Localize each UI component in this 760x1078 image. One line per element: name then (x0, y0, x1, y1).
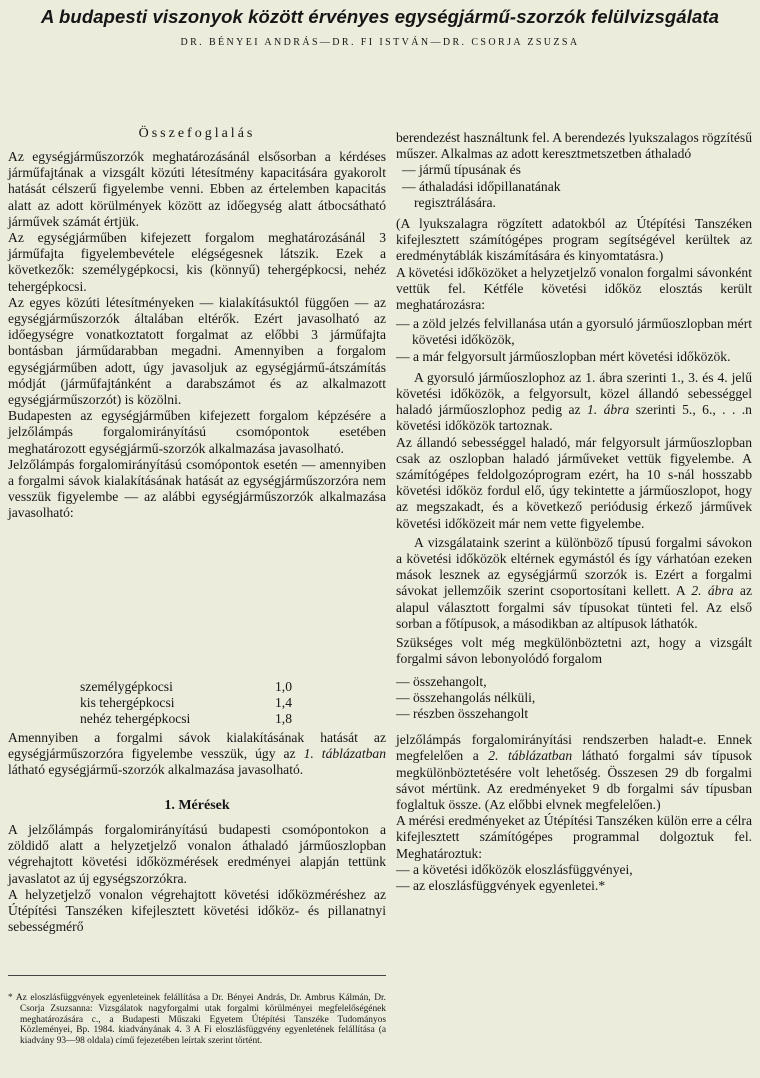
list-item: — az eloszlásfüggvények egyenletei.* (396, 877, 606, 893)
measurement-paragraph-2: A helyzetjelző vonalon végrehajtott követési időközméréshez az Útépítési Tanszéken kifejlesztett követési időköz- és pillanatnyi sebességmérő (8, 886, 386, 935)
coefficient-value: 1,4 (275, 695, 292, 711)
list-item: — jármű típusának és (402, 162, 521, 178)
interval-list (396, 316, 752, 365)
coefficient-name: kis tehergépkocsi (80, 695, 175, 711)
summary-paragraph-4: Budapesten az egységjárműben kifejezett forgalom képzésére a jelzőlámpás forgalomirányítású csomópontok esetében meghatározott egységjármű-szorzók alkalmazása javasolható. (8, 408, 386, 456)
coefficient-value: 1,8 (275, 711, 292, 727)
list-item: — összehangolás nélküli, (396, 689, 536, 705)
coefficient-value: 1,0 (275, 679, 292, 694)
result-list (396, 862, 752, 894)
measurement-paragraph-1: A jelzőlámpás forgalomirányítású budapesti csomópontokon a zöldidő alatt a helyzetjelző vonalon áthaladó járműoszlopban végrehajtott követési időközmérések eredményei alapján tettünk javaslatot az új egységszorzókra. (8, 822, 386, 886)
coefficient-name: nehéz tehergépkocsi (80, 711, 191, 727)
summary-paragraph-6: Amennyiben a forgalmi sávok kialakításának hatását az egységjárműszorzóra figyelembe vesszük, úgy az 1. táblázatban látható egységjármű-szorzók alkalmazása javasolható. (8, 730, 386, 778)
list-item: — áthaladási időpillanatának (402, 178, 561, 194)
coefficient-row (80, 679, 292, 695)
right-paragraph-6: A vizsgálataink szerint a különböző típusú forgalmi sávokon a követési időközök eltérnek egymástól és így várhatóan ezeken mások lesznek az egységjármű szorzók is. Ezért a forgalmi sávokat jellemzőik szerint csoportosítani kellett. A 2. ábra az alapul választott forgalmi sáv típusokat tünteti fel. Az első sorban a főtípusok, a másodikban az altípusok láthatók. (396, 534, 752, 631)
summary-heading: Összefoglalás (138, 126, 256, 141)
coefficient-row (80, 695, 292, 711)
figure-reference: 2. ábra (691, 583, 734, 599)
section-heading-1: 1. Mérések (164, 798, 230, 813)
list-item: — részben összehangolt (396, 705, 529, 721)
list-item: regisztrálására. (414, 194, 496, 210)
right-column (396, 130, 752, 894)
footnote-text: * Az eloszlásfüggvények egyenleteinek felállítása a Dr. Bényei András, Dr. Ambrus Kálmán, Dr. Csorja Zsuzsanna: Vizsgálatok nagyforgalmi utak forgalmi körülményei megfelelőségének meghatározására c., a Budapesti Műszaki Egyetem Útépítési Tanszéke Tudományos Közleményei, Bp. 1984. kiadványának 4. 3 A Fi eloszlásfüggvény egyenletének felállítása (a kiadvány 93—98 oldala) című fejezetében leírtak szerint történt. (8, 993, 386, 1047)
coefficient-table (80, 679, 292, 728)
footnote-rule (8, 975, 386, 976)
coordination-list (396, 674, 752, 723)
right-paragraph-3: A követési időközöket a helyzetjelző vonalon forgalmi sávonként vettük fel. Kétféle követési időköz elosztás került meghatározásra: (396, 264, 752, 313)
right-paragraph-7: Szükséges volt még megkülönböztetni azt, hogy a vizsgált forgalmi sávon lebonyolódó forgalom (396, 635, 752, 667)
right-paragraph-8: jelzőlámpás forgalomirányítási rendszerben haladt-e. Ennek megfelelően a 2. táblázatban látható forgalmi sáv típusok megkülönböztetésére volt lehetőség. Összesen 29 db forgalmi sávot mértünk. Az eredményeket 9 db forgalmi sáv típusban foglaltuk össze. (Az előbbi elvnek megfelelően.) (396, 732, 752, 812)
register-list (396, 162, 752, 211)
table-reference: 2. táblázatban (488, 748, 573, 764)
left-column-top (8, 149, 386, 522)
list-item: — a követési időközök eloszlásfüggvényei, (396, 861, 633, 877)
right-paragraph-1: berendezést használtunk fel. A berendezés lyukszalagos rögzítésű műszer. Alkalmas az adott keresztmetszetben áthaladó (396, 130, 752, 162)
summary-paragraph-2: Az egységjárműben kifejezett forgalom meghatározásánál 3 járműfajta figyelembevétele elégségesnek látszik. Ezek a következők: személygépkocsi, kis (könnyű) tehergépkocsi, nehéz tehergépkocsi. (8, 230, 386, 294)
summary-paragraph-1: Az egységjárműszorzók meghatározásánál elsősorban a kérdéses járműfajtának a vizsgált közúti létesítmény kapacitására gyakorolt hatását célszerű figyelembe venni. Ebben az értelemben kapacitás alatt az adott körülmények között az időegység alatt átbocsátható járművek számát értjük. (8, 149, 386, 229)
article-authors: DR. BÉNYEI ANDRÁS—DR. FI ISTVÁN—DR. CSORJA ZSUZSA (180, 37, 580, 48)
list-item: — a már felgyorsult járműoszlopban mért követési időközök. (396, 348, 731, 364)
figure-reference: 1. ábra (587, 402, 630, 418)
list-item: — összehangolt, (396, 673, 487, 689)
article-title: A budapesti viszonyok között érvényes egységjármű-szorzók felülvizsgálata (41, 6, 719, 27)
right-paragraph-5: Az állandó sebességgel haladó, már felgyorsult járműoszlopban csak az oszlopban haladó járműveket vettük figyelembe. A számítógépes feldolgozóprogram ezért, ha 10 s-nál hosszabb követési időköz fordul elő, úgy tekintette a járműoszlopot, hogy az megszakadt, és a következő periódusig érkező járművek követési időközeit már nem vette figyelembe. (396, 434, 752, 531)
list-item: — a zöld jelzés felvillanása után a gyorsuló járműoszlopban mért követési időközök, (396, 316, 752, 348)
right-paragraph-2: (A lyukszalagra rögzített adatokból az Útépítési Tanszéken kifejlesztett számítógépes program segítségével kerültek az eredménytáblák kiszámítására és kinyomtatásra.) (396, 216, 752, 264)
coefficient-row (80, 711, 292, 727)
table-reference: 1. táblázatban (303, 746, 386, 762)
left-column-bottom (8, 822, 386, 935)
left-column-mid (8, 730, 386, 779)
summary-paragraph-5: Jelzőlámpás forgalomirányítású csomópontok esetén — amennyiben a forgalmi sávok kialakításának hatását az egységjárműszorzóra nem vesszük figyelembe — az alábbi egységjárműszorzók alkalmazása javasolható: (8, 456, 386, 521)
right-paragraph-4: A gyorsuló járműoszlophoz az 1. ábra szerinti 1., 3. és 4. jelű követési időközök, a felgyorsult, közel állandó sebességgel haladó járműoszlophoz pedig az 1. ábra szerinti 5., 6., . . .n követési időközök tartoznak. (396, 369, 752, 434)
footnote (8, 993, 386, 1047)
coefficient-name: személygépkocsi (80, 679, 173, 694)
summary-paragraph-3: Az egyes közúti létesítményeken — kialakításuktól függően — az egységjárműszorzók általában eltérők. Ezért javasolható az időegységre vonatkoztatott forgalmat az előbbi 3 járműfajta bontásban járműdarabban megadni. Amennyiben a forgalom egységjárműben adott, úgy javasoljuk az egységjármű-átszámítás módját (járműfajtánként a darabszámot és az alkalmazott egységjárműszorzót) is közölni. (8, 294, 386, 408)
right-paragraph-9: A mérési eredményeket az Útépítési Tanszéken külön erre a célra kifejlesztett számítógépes programmal dolgoztuk fel. Meghatároztuk: (396, 813, 752, 861)
